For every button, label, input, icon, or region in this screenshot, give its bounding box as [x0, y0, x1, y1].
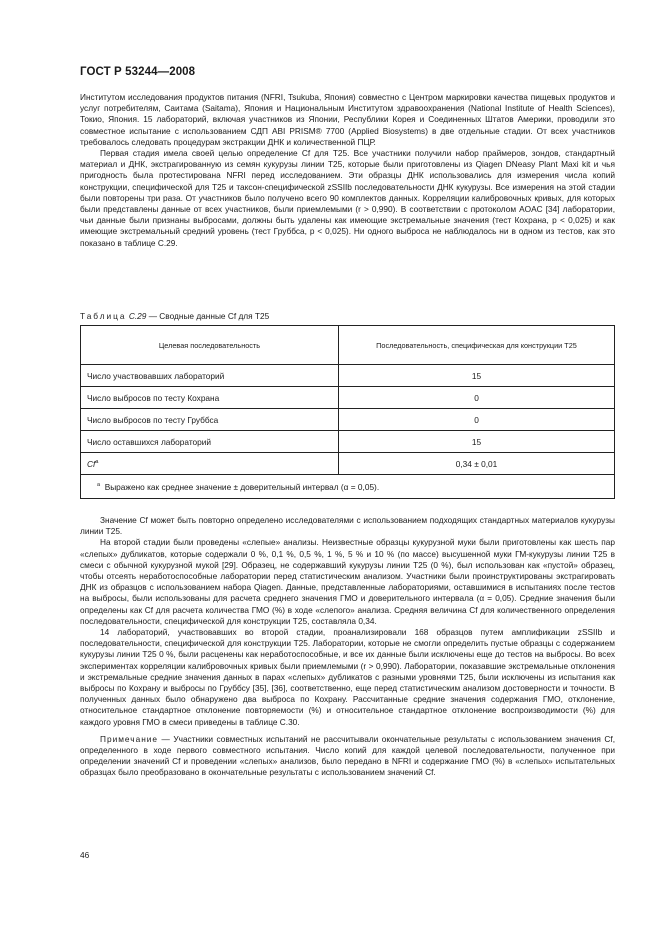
row-label: Число выбросов по тесту Кохрана	[81, 387, 339, 409]
labs-paragraph: 14 лабораторий, участвовавших во второй стадии, проанализировали 168 образцов путем амплификации zSSIIb и последовательности, специфической для конструкции T25. Лаборатории, которые не смогли определить пустые образцы с содержанием кукурузы линии T25 0 %, были расценены как неработоспособные, и все их данные были исключены еще до тестов на выбросы. Во всех экспериментах корреляции калибровочных кривых были приемлемыми (r > 0,990). Лаборатории, показавшие экстремальные отклонения и экстремальные средние значения данных в парах «слепых» дубликатов с разными уровнями T25, были исключены из испытания как выбросы по Кохрану и выбросы по Груббсу [35], [36], соответственно, еще перед статистическим анализом достоверности и точности. В полученных данных было обнаружено два выброса по Кохрану. Рассчитанные средние значения содержания ГМО, отклонение, относительное стандартное отклонение повторяемости (%) и относительное стандартное отклонение воспроизводимости (%) для каждого уровня ГМО в смеси приведены в таблице C.30.	[80, 627, 615, 727]
cf-paragraph: Значение Cf может быть повторно определено исследователями с использованием подходящих стандартных материалов кукурузы линии T25.	[80, 515, 615, 537]
table-row	[81, 365, 615, 387]
cf-footnote-mark: a	[95, 458, 99, 465]
note-label: Примечание	[100, 733, 159, 744]
table-row	[81, 387, 615, 409]
standard-title: ГОСТ Р 53244—2008	[80, 66, 196, 78]
col-header-construct: Последовательность, специфическая для конструкции T25	[339, 326, 615, 365]
table-row	[81, 431, 615, 453]
row-label: Число выбросов по тесту Груббса	[81, 409, 339, 431]
table-header-row	[81, 326, 615, 365]
footnote-mark: а	[97, 481, 101, 488]
row-label-cf	[81, 453, 339, 475]
row-value: 15	[339, 365, 615, 387]
row-value: 15	[339, 431, 615, 453]
page-number: 46	[80, 850, 90, 860]
cf-symbol: Cf	[87, 458, 96, 469]
table-footnote	[81, 475, 615, 499]
stage2-paragraph: На второй стадии были проведены «слепые» анализы. Неизвестные образцы кукурузной муки были приготовлены как шесть пар «слепых» дубликатов, которые содержали 0 %, 0,1 %, 0,5 %, 1 %, 5 % и 10 % (по массе) высушенной муки ГМ-кукурузы линии T25 в смеси с обычной кукурузной мукой [29]. Образец, не содержавший кукурузы линии T25 (0 %), был использован как «пустой» образец, чтобы отсеять неработоспособные лаборатории перед статистическим анализом. Участники были проинструктированы экстрагировать ДНК из образцов с использованием набора Qiagen. Данные, представленные лабораториями, оставшимися в испытаниях после тестов на выбросы, были использованы для расчета среднего значения ГМО и доверительного интервала (α = 0,05). Средние значения были определены как Cf для расчета количества ГМО (%) в ходе «слепого» анализа. Средняя величина Cf для количественного определения последовательности, специфической для конструкции T25, составляла 0,34.	[80, 537, 615, 626]
body-text-top	[80, 92, 615, 249]
note-paragraph	[80, 734, 615, 779]
table-row	[81, 409, 615, 431]
table-caption-number: C.29	[128, 311, 147, 321]
footnote-text: Выражено как среднее значение ± доверительный интервал (α = 0,05).	[104, 481, 380, 492]
body-text-bottom	[80, 515, 615, 779]
col-header-target: Целевая последовательность	[81, 326, 339, 365]
row-value: 0	[339, 387, 615, 409]
row-label: Число участвовавших лабораторий	[81, 365, 339, 387]
note-text: — Участники совместных испытаний не рассчитывали окончательные результаты с использованием значения Cf, определенного в ходе первого совместного испытания. Число копий для каждой целевой последовательности, полученное при определении значений Cf и проведении «слепых» анализов, было передано в NFRI и содержание ГМО (%) в «слепых» испытательных образцах было преобразовано в окончательные результаты с использованием значений Cf.	[80, 733, 615, 778]
row-label: Число оставшихся лабораторий	[81, 431, 339, 453]
stage1-paragraph: Первая стадия имела своей целью определение Cf для T25. Все участники получили набор праймеров, зондов, стандартный материал и ДНК, экстрагированную из семян кукурузы линии T25, которые были приготовлены из Qiagen DNeasy Plant Maxi kit и чья пригодность была протестирована NFRI перед исследованием. Эти образцы ДНК использовались для измерения числа копий конструкции, специфической для T25 и таксон-специфической zSSIIb последовательности ДНК кукурузы. Все измерения на этой стадии были повторены три раза. От участников было получено всего 90 комплектов данных. Корреляции калибровочных кривых, для которых были представлены данные от всех участников, были приемлемыми (r > 0,990). В соответствии с протоколом AOAC [34] лаборатории, чьи данные были признаны выбросами, должны быть удалены как имеющие экстремальные значения (тест Кохрана, p < 0,025) и как имеющие экстремальный средний уровень (тест Груббса, p < 0,025). Ни одного выброса не наблюдалось ни в одном из тестов, как это показано в таблице C.29.	[80, 148, 615, 248]
row-value: 0,34 ± 0,01	[339, 453, 615, 475]
table-caption-text: — Сводные данные Cf для T25	[148, 311, 270, 321]
table-caption-prefix: Таблица	[80, 311, 127, 321]
summary-table	[80, 325, 615, 499]
table-caption	[80, 311, 269, 321]
intro-paragraph: Институтом исследования продуктов питания (NFRI, Tsukuba, Япония) совместно с Центром маркировки качества пищевых продуктов и услуг потребителям, Саитама (Saitama), Япония и Национальным Институтом здравоохранения (National Institute of Health Sciences), Токио, Япония. 15 лабораторий, включая участников из Японии, Республики Корея и Соединенных Штатов Америки, проводили это совместное испытание с использованием СДП ABI PRISM® 7700 (Applied Biosystems) в две отдельные стадии. От всех участников требовалось следовать процедурам экстракции ДНК и количественной ПЦР.	[80, 92, 615, 147]
table-row	[81, 453, 615, 475]
row-value: 0	[339, 409, 615, 431]
table-footnote-row	[81, 475, 615, 499]
